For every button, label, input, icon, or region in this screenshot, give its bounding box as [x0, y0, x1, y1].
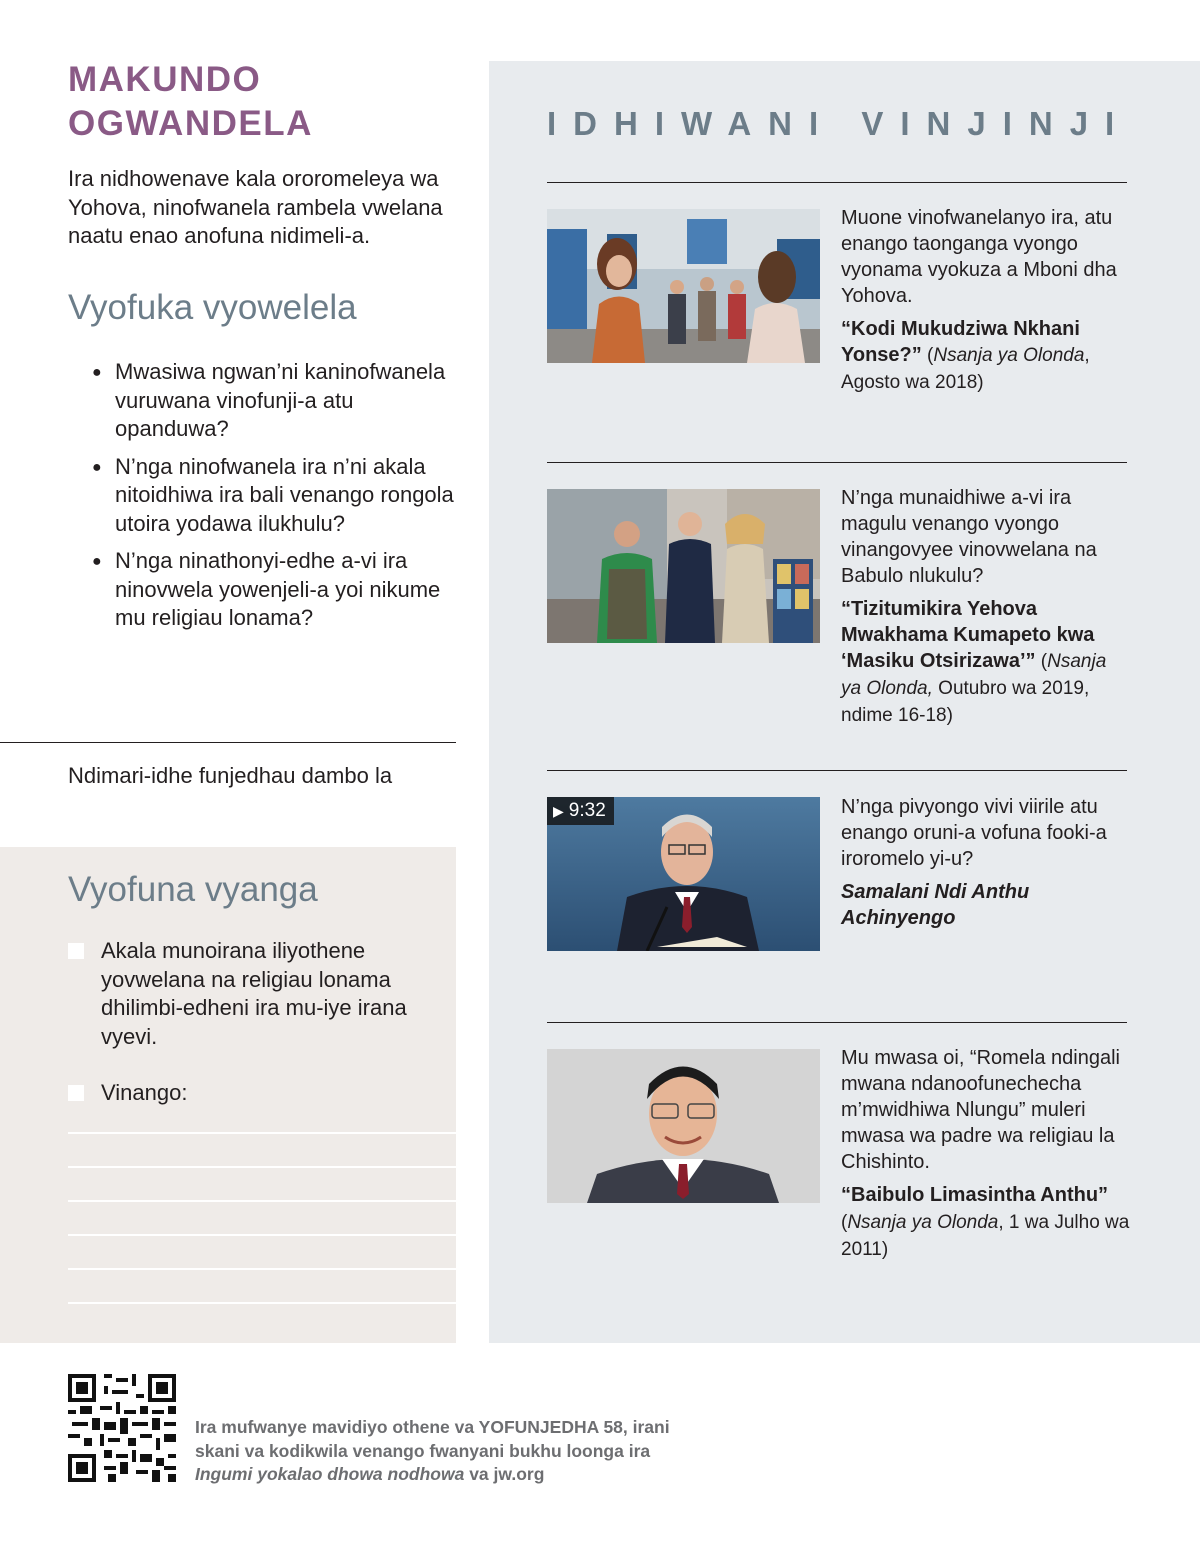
divider	[547, 182, 1127, 183]
qr-code-icon[interactable]	[68, 1374, 176, 1482]
divider	[0, 742, 456, 743]
article-title[interactable]: “Baibulo Limasintha Anthu”	[841, 1184, 1109, 1206]
review-heading: Vyofuka vyowelela	[68, 288, 357, 327]
review-question: ● N’nga ninofwanela ira n’ni akala nitoidhiwa ira bali venango rongola utoira yodawa ilukhulu?	[90, 453, 460, 539]
review-question: ● Mwasiwa ngwan’ni kaninofwanela vuruwana vinofunji-a atu opanduwa?	[90, 358, 460, 444]
public-witnessing-image	[547, 489, 820, 643]
goal-item[interactable]	[68, 937, 438, 1051]
smiling-man-image	[547, 1049, 820, 1203]
goal-label: Akala munoirana iliyothene yovwelana na religiau lonama dhilimbi-edheni ira mu-iye irana vyevi.	[101, 938, 407, 1049]
goal-checkbox[interactable]	[68, 1085, 84, 1101]
goal-label: Vinango:	[101, 1080, 188, 1105]
summary-title: MAKUNDO OGWANDELA	[68, 60, 313, 143]
explore-question: Muone vinofwanelanyo ira, atu enango taonganga vyongo vyonama vyokuza a Mboni dha Yohova.	[841, 207, 1117, 307]
footer-note	[195, 1416, 695, 1487]
footer-book-title: Ingumi yokalao dhowa nodhowa	[195, 1464, 465, 1484]
publication-name: Nsanja ya Olonda,	[841, 651, 1107, 699]
source-open: (	[921, 345, 934, 366]
explore-item	[841, 794, 1131, 931]
divider	[547, 1022, 1127, 1023]
people-with-phones-image	[547, 209, 820, 363]
writing-line[interactable]	[68, 1234, 456, 1236]
review-question-list	[90, 358, 460, 642]
footer-text-a: Ira mufwanye mavidiyo othene va YOFUNJEDHA 58, irani skani va kodikwila venango fwanyani bukhu loonga ira	[195, 1417, 670, 1461]
article-reference[interactable]	[841, 1182, 1131, 1263]
explore-item	[841, 205, 1131, 396]
divider	[547, 462, 1127, 463]
summary-text: Ira nidhowenave kala ororomeleya wa Yohova, ninofwanela rambela vwelana naatu enao anofuna nidimeli-a.	[68, 166, 443, 248]
video-reference[interactable]	[841, 879, 1131, 931]
source-open: (	[841, 1212, 848, 1233]
writing-line[interactable]	[68, 1166, 456, 1168]
explore-question: Mu mwasa oi, “Romela ndingali mwana ndanoofunechecha m’mwidhiwa Nlungu” muleri mwasa wa padre wa religiau la Chishinto.	[841, 1047, 1121, 1173]
publication-name: Nsanja ya Olonda	[847, 1212, 999, 1233]
explore-question: N’nga pivyongo vivi viirile atu enango oruni-a vofuna fooki-a iroromelo yi-u?	[841, 796, 1107, 870]
divider	[547, 770, 1127, 771]
writing-line[interactable]	[68, 1268, 456, 1270]
issue-detail: Outubro wa 2019, ndime 16-18)	[841, 678, 1090, 726]
article-image[interactable]	[547, 1049, 820, 1203]
goal-item[interactable]	[68, 1079, 438, 1108]
duration-label: 9:32	[568, 800, 606, 821]
review-question: ● N’nga ninathonyi-edhe a-vi ira ninovwela yowenjeli-a yoi nikume mu religiau lonama?	[90, 547, 460, 633]
article-title[interactable]: “Tizitumikira Yehova Mwakhama Kumapeto kwa ‘Masiku Otsirizawa’”	[841, 598, 1095, 672]
explore-item	[841, 1045, 1131, 1263]
video-title[interactable]: Samalani Ndi Anthu Achinyengo	[841, 881, 1030, 929]
footer-text-b: va jw.org	[464, 1464, 545, 1484]
article-reference[interactable]	[841, 596, 1131, 729]
article-image[interactable]	[547, 489, 820, 643]
goal-checkbox[interactable]	[68, 943, 84, 959]
writing-line[interactable]	[68, 1200, 456, 1202]
goals-heading: Vyofuna vyanga	[68, 870, 318, 909]
video-thumbnail[interactable]	[547, 797, 820, 951]
explore-item	[841, 485, 1131, 729]
explore-question: N’nga munaidhiwe a-vi ira magulu venango vyongo vinangovyee vinovwelana na Babulo nlukulu?	[841, 487, 1097, 587]
explore-title: IDHIWANI VINJINJI	[547, 105, 1132, 142]
record-prompt: Ndimari-idhe funjedhau dambo la	[68, 763, 393, 788]
article-image[interactable]	[547, 209, 820, 363]
writing-line[interactable]	[68, 1132, 456, 1134]
article-reference[interactable]	[841, 316, 1131, 396]
play-icon[interactable]: ▶	[553, 803, 564, 819]
source-open: (	[1035, 651, 1048, 672]
video-duration	[547, 797, 614, 825]
writing-line[interactable]	[68, 1302, 456, 1304]
article-title[interactable]: “Kodi Mukudziwa Nkhani Yonse?”	[841, 318, 1080, 366]
issue-detail: , Agosto wa 2018)	[841, 345, 1090, 393]
publication-name: Nsanja ya Olonda	[933, 345, 1085, 366]
issue-detail: , 1 wa Julho wa 2011)	[841, 1212, 1130, 1260]
